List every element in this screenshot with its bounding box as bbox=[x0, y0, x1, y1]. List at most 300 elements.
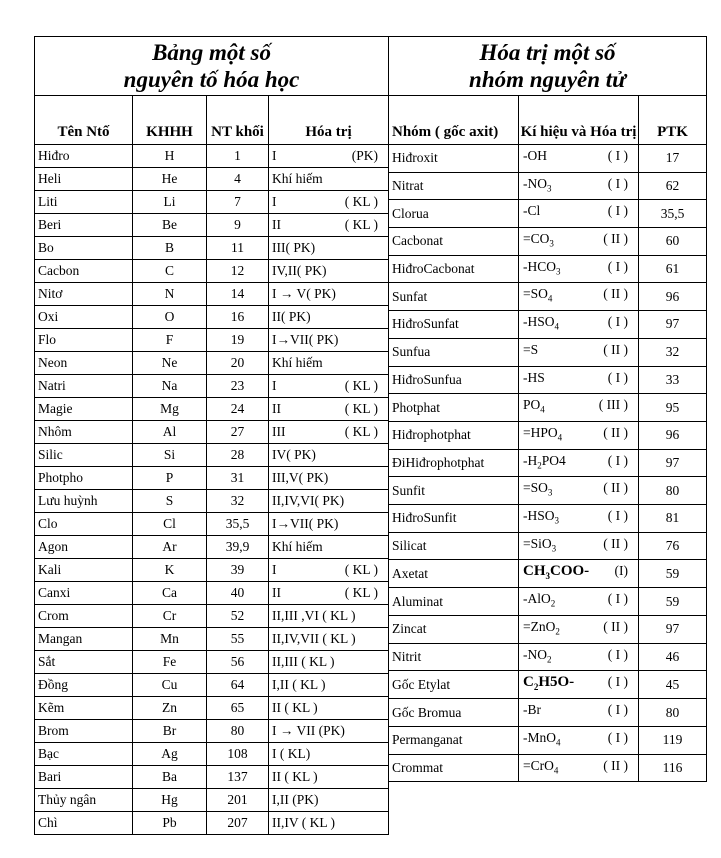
element-name: Đồng bbox=[35, 674, 133, 697]
table-row bbox=[35, 191, 389, 214]
element-valence bbox=[269, 398, 389, 421]
formula-part: -OH bbox=[523, 148, 547, 163]
element-mass: 23 bbox=[207, 375, 269, 398]
group-symbol-valence bbox=[519, 200, 639, 228]
group-valence: ( II ) bbox=[603, 535, 628, 551]
group-ptk: 76 bbox=[639, 532, 707, 560]
element-symbol: Ag bbox=[133, 743, 207, 766]
table-row bbox=[35, 444, 389, 467]
element-symbol: Al bbox=[133, 421, 207, 444]
group-symbol-valence bbox=[519, 560, 639, 588]
group-ptk: 97 bbox=[639, 616, 707, 644]
element-valence bbox=[269, 789, 389, 812]
element-name: Silic bbox=[35, 444, 133, 467]
group-name: Hiđroxit bbox=[389, 145, 519, 173]
element-symbol: Be bbox=[133, 214, 207, 237]
valence-value: IV,II( PK) bbox=[272, 263, 327, 278]
element-name: Lưu huỳnh bbox=[35, 490, 133, 513]
group-name: Zincat bbox=[389, 616, 519, 644]
formula-subscript: 3 bbox=[549, 238, 554, 249]
valence-value: I bbox=[272, 148, 277, 163]
group-name: Nitrat bbox=[389, 172, 519, 200]
element-valence bbox=[269, 812, 389, 835]
element-valence bbox=[269, 651, 389, 674]
valence-value: I bbox=[272, 194, 277, 209]
element-symbol: Cl bbox=[133, 513, 207, 536]
element-valence bbox=[269, 490, 389, 513]
element-valence bbox=[269, 536, 389, 559]
group-name: Clorua bbox=[389, 200, 519, 228]
element-name: Hiđro bbox=[35, 145, 133, 168]
valence-value: II,IV ( KL ) bbox=[272, 815, 335, 830]
group-valence: ( I ) bbox=[607, 674, 628, 690]
table-row bbox=[35, 145, 389, 168]
group-ptk: 45 bbox=[639, 671, 707, 699]
group-ptk: 116 bbox=[639, 754, 707, 782]
groups-table-title bbox=[389, 37, 707, 96]
formula-part: =SO bbox=[523, 480, 548, 496]
formula-subscript: 4 bbox=[557, 432, 563, 443]
table-row bbox=[35, 490, 389, 513]
element-name: Cacbon bbox=[35, 260, 133, 283]
group-symbol-valence bbox=[519, 477, 639, 505]
element-symbol: C bbox=[133, 260, 207, 283]
element-valence bbox=[269, 329, 389, 352]
table-row bbox=[389, 560, 707, 588]
group-symbol-valence bbox=[519, 338, 639, 366]
table-row bbox=[389, 532, 707, 560]
valence-value: II,III ,VI ( KL ) bbox=[272, 608, 356, 623]
formula-part: -HSO bbox=[523, 507, 555, 523]
element-symbol: Na bbox=[133, 375, 207, 398]
group-name: Nitrit bbox=[389, 643, 519, 671]
element-symbol: Ne bbox=[133, 352, 207, 375]
formula-part: C bbox=[523, 674, 534, 691]
group-ptk: 35,5 bbox=[639, 200, 707, 228]
element-symbol: F bbox=[133, 329, 207, 352]
element-valence bbox=[269, 145, 389, 168]
group-name: Sunfit bbox=[389, 477, 519, 505]
group-valence: ( II ) bbox=[603, 231, 628, 247]
formula-part: =HPO bbox=[523, 424, 558, 440]
formula-subscript: 4 bbox=[553, 765, 559, 776]
formula-part: -AlO bbox=[523, 591, 551, 607]
group-ptk: 17 bbox=[639, 145, 707, 173]
table-row bbox=[35, 329, 389, 352]
group-name: HiđroSunfat bbox=[389, 311, 519, 339]
element-mass: 137 bbox=[207, 766, 269, 789]
formula-part: -NO bbox=[523, 175, 547, 191]
element-valence bbox=[269, 191, 389, 214]
group-name: Hiđrophotphat bbox=[389, 421, 519, 449]
group-symbol-valence bbox=[519, 145, 639, 173]
formula-subscript: 4 bbox=[556, 737, 561, 748]
element-mass: 19 bbox=[207, 329, 269, 352]
element-symbol: Mg bbox=[133, 398, 207, 421]
group-formula bbox=[523, 671, 574, 698]
group-valence: ( I ) bbox=[607, 646, 628, 662]
group-formula bbox=[523, 422, 562, 449]
table-row bbox=[35, 168, 389, 191]
group-formula bbox=[523, 283, 552, 310]
element-mass: 20 bbox=[207, 352, 269, 375]
group-formula bbox=[523, 173, 552, 200]
element-symbol: Si bbox=[133, 444, 207, 467]
element-name: Bạc bbox=[35, 743, 133, 766]
group-symbol-valence bbox=[519, 616, 639, 644]
valence-value: IV( PK) bbox=[272, 447, 316, 462]
table-row bbox=[389, 727, 707, 755]
group-ptk: 59 bbox=[639, 588, 707, 616]
groups-table-body bbox=[389, 145, 707, 782]
table-row bbox=[35, 674, 389, 697]
element-symbol: Ar bbox=[133, 536, 207, 559]
group-symbol-valence bbox=[519, 727, 639, 755]
element-mass: 80 bbox=[207, 720, 269, 743]
element-name: Nitơ bbox=[35, 283, 133, 306]
group-valence: ( I ) bbox=[607, 702, 628, 718]
group-name: Permanganat bbox=[389, 727, 519, 755]
group-name: HiđroCacbonat bbox=[389, 255, 519, 283]
table-row bbox=[389, 338, 707, 366]
group-ptk: 95 bbox=[639, 394, 707, 422]
group-ptk: 80 bbox=[639, 699, 707, 727]
element-name: Beri bbox=[35, 214, 133, 237]
element-mass: 24 bbox=[207, 398, 269, 421]
element-valence bbox=[269, 306, 389, 329]
table-row bbox=[35, 697, 389, 720]
element-mass: 4 bbox=[207, 168, 269, 191]
table-row bbox=[35, 720, 389, 743]
group-symbol-valence bbox=[519, 255, 639, 283]
group-formula bbox=[523, 727, 561, 754]
element-symbol: Pb bbox=[133, 812, 207, 835]
element-name: Flo bbox=[35, 329, 133, 352]
formula-part: -Br bbox=[523, 702, 541, 718]
element-mass: 56 bbox=[207, 651, 269, 674]
element-name: Clo bbox=[35, 513, 133, 536]
element-valence bbox=[269, 674, 389, 697]
formula-subscript: 2 bbox=[533, 682, 539, 693]
group-name: Axetat bbox=[389, 560, 519, 588]
table-row bbox=[35, 789, 389, 812]
valence-value: II,IV,VI( PK) bbox=[272, 493, 345, 508]
group-symbol-valence bbox=[519, 504, 639, 532]
group-name: Silicat bbox=[389, 532, 519, 560]
element-symbol: Li bbox=[133, 191, 207, 214]
table-row bbox=[35, 559, 389, 582]
formula-subscript: 3 bbox=[547, 183, 552, 194]
element-name: Natri bbox=[35, 375, 133, 398]
table-row bbox=[35, 237, 389, 260]
group-formula bbox=[523, 339, 538, 366]
valence-value: III bbox=[272, 424, 286, 439]
group-ptk: 59 bbox=[639, 560, 707, 588]
element-valence bbox=[269, 214, 389, 237]
element-symbol: Hg bbox=[133, 789, 207, 812]
formula-subscript: 4 bbox=[547, 294, 553, 305]
valence-value: II bbox=[272, 585, 281, 600]
element-name: Bari bbox=[35, 766, 133, 789]
element-name: Magie bbox=[35, 398, 133, 421]
group-name: ĐiHiđrophotphat bbox=[389, 449, 519, 477]
element-mass: 108 bbox=[207, 743, 269, 766]
group-ptk: 119 bbox=[639, 727, 707, 755]
element-mass: 1 bbox=[207, 145, 269, 168]
table-row bbox=[389, 754, 707, 782]
table-row bbox=[35, 467, 389, 490]
element-symbol: He bbox=[133, 168, 207, 191]
group-valence: ( I ) bbox=[607, 452, 628, 468]
formula-part: H5O- bbox=[538, 674, 575, 691]
element-name: Liti bbox=[35, 191, 133, 214]
valence-value: II( PK) bbox=[272, 309, 311, 324]
valence-type: ( KL ) bbox=[344, 194, 379, 209]
table-row bbox=[389, 616, 707, 644]
element-mass: 39,9 bbox=[207, 536, 269, 559]
group-valence: ( I ) bbox=[607, 258, 628, 274]
table-row bbox=[389, 172, 707, 200]
formula-subscript: 4 bbox=[554, 321, 560, 332]
valence-value: II ( KL ) bbox=[272, 769, 318, 784]
element-valence bbox=[269, 375, 389, 398]
element-symbol: Cr bbox=[133, 605, 207, 628]
table-row bbox=[35, 582, 389, 605]
formula-part: -NO bbox=[523, 646, 547, 662]
element-mass: 7 bbox=[207, 191, 269, 214]
table-row bbox=[389, 477, 707, 505]
header-molecular-mass: PTK bbox=[639, 96, 707, 145]
formula-subscript: 3 bbox=[547, 487, 553, 498]
valence-value: II bbox=[272, 401, 281, 416]
element-symbol: S bbox=[133, 490, 207, 513]
valence-type: (PK) bbox=[351, 148, 379, 163]
table-row bbox=[35, 352, 389, 375]
group-formula bbox=[523, 367, 545, 394]
valence-value: I → V( PK) bbox=[272, 286, 336, 301]
table-row bbox=[35, 628, 389, 651]
element-valence bbox=[269, 582, 389, 605]
groups-table bbox=[388, 36, 707, 782]
element-valence bbox=[269, 697, 389, 720]
group-formula bbox=[523, 477, 552, 504]
valence-value: I,II (PK) bbox=[272, 792, 319, 807]
table-row bbox=[35, 812, 389, 835]
group-formula bbox=[523, 560, 589, 587]
element-name: Chì bbox=[35, 812, 133, 835]
group-formula bbox=[523, 311, 559, 338]
element-name: Kali bbox=[35, 559, 133, 582]
table-row bbox=[389, 504, 707, 532]
group-symbol-valence bbox=[519, 421, 639, 449]
element-symbol: Zn bbox=[133, 697, 207, 720]
valence-value: I ( KL) bbox=[272, 746, 311, 761]
element-valence bbox=[269, 467, 389, 490]
table-row bbox=[389, 643, 707, 671]
element-name: Canxi bbox=[35, 582, 133, 605]
element-valence bbox=[269, 766, 389, 789]
group-valence: ( I ) bbox=[607, 591, 628, 607]
element-valence bbox=[269, 605, 389, 628]
element-symbol: H bbox=[133, 145, 207, 168]
group-ptk: 32 bbox=[639, 338, 707, 366]
element-mass: 14 bbox=[207, 283, 269, 306]
valence-type: ( KL ) bbox=[344, 562, 379, 577]
element-valence bbox=[269, 720, 389, 743]
element-symbol: Br bbox=[133, 720, 207, 743]
table-row bbox=[35, 398, 389, 421]
element-valence bbox=[269, 260, 389, 283]
group-name: HiđroSunfua bbox=[389, 366, 519, 394]
element-mass: 32 bbox=[207, 490, 269, 513]
group-symbol-valence bbox=[519, 588, 639, 616]
formula-subscript: 2 bbox=[547, 654, 552, 665]
element-mass: 40 bbox=[207, 582, 269, 605]
group-name: Sunfua bbox=[389, 338, 519, 366]
elements-table bbox=[34, 36, 389, 835]
formula-subscript: 3 bbox=[554, 515, 560, 526]
title-line-2: nhóm nguyên tử bbox=[469, 67, 626, 92]
group-symbol-valence bbox=[519, 643, 639, 671]
element-mass: 55 bbox=[207, 628, 269, 651]
valence-type: ( KL ) bbox=[344, 378, 379, 393]
formula-part: -Cl bbox=[523, 203, 541, 219]
group-name: Gốc Bromua bbox=[389, 699, 519, 727]
element-symbol: P bbox=[133, 467, 207, 490]
table-row bbox=[389, 311, 707, 339]
element-mass: 16 bbox=[207, 306, 269, 329]
table-row bbox=[35, 605, 389, 628]
valence-value: I → VII (PK) bbox=[272, 723, 345, 738]
valence-value: I bbox=[272, 378, 277, 393]
table-row bbox=[35, 214, 389, 237]
group-ptk: 46 bbox=[639, 643, 707, 671]
table-row bbox=[35, 766, 389, 789]
element-name: Neon bbox=[35, 352, 133, 375]
group-symbol-valence bbox=[519, 699, 639, 727]
group-valence: ( I ) bbox=[607, 148, 628, 163]
group-valence: ( III ) bbox=[598, 397, 628, 413]
group-formula bbox=[523, 450, 566, 477]
table-row bbox=[35, 306, 389, 329]
table-row bbox=[35, 743, 389, 766]
element-valence bbox=[269, 352, 389, 375]
valence-value: Khí hiếm bbox=[272, 355, 323, 370]
table-row bbox=[389, 145, 707, 173]
valence-type: ( KL ) bbox=[344, 401, 379, 416]
elements-table-body bbox=[35, 145, 389, 835]
header-symbol-valence: Kí hiệu và Hóa trị bbox=[519, 96, 639, 145]
formula-part: =SiO bbox=[523, 535, 552, 551]
group-symbol-valence bbox=[519, 366, 639, 394]
group-name: Photphat bbox=[389, 394, 519, 422]
valence-value: II,IV,VII ( KL ) bbox=[272, 631, 356, 646]
element-name: Sắt bbox=[35, 651, 133, 674]
formula-subscript: 3 bbox=[545, 571, 550, 582]
group-formula bbox=[523, 616, 560, 643]
header-symbol: KHHH bbox=[133, 96, 207, 145]
element-mass: 11 bbox=[207, 237, 269, 260]
formula-part: =ZnO bbox=[523, 619, 556, 634]
group-formula bbox=[523, 755, 558, 782]
formula-part: =SO bbox=[523, 286, 548, 302]
elements-table-title bbox=[35, 37, 389, 96]
formula-subscript: 3 bbox=[551, 543, 557, 554]
table-row bbox=[35, 260, 389, 283]
group-valence: (I) bbox=[614, 563, 628, 579]
element-mass: 201 bbox=[207, 789, 269, 812]
valence-value: I,II ( KL ) bbox=[272, 677, 326, 692]
group-formula bbox=[523, 699, 541, 726]
group-symbol-valence bbox=[519, 172, 639, 200]
group-formula bbox=[523, 588, 555, 615]
group-formula bbox=[523, 505, 559, 532]
table-row bbox=[35, 513, 389, 536]
table-row bbox=[389, 699, 707, 727]
formula-part: -MnO bbox=[523, 730, 556, 746]
group-ptk: 33 bbox=[639, 366, 707, 394]
group-ptk: 60 bbox=[639, 228, 707, 256]
group-formula bbox=[523, 644, 552, 671]
group-formula bbox=[523, 228, 554, 255]
element-name: Photpho bbox=[35, 467, 133, 490]
valence-value: I→VII( PK) bbox=[272, 332, 339, 347]
formula-part: PO bbox=[523, 397, 541, 413]
group-symbol-valence bbox=[519, 449, 639, 477]
formula-part: PO4 bbox=[541, 452, 566, 468]
table-row bbox=[35, 421, 389, 444]
group-ptk: 97 bbox=[639, 311, 707, 339]
element-valence bbox=[269, 444, 389, 467]
group-ptk: 96 bbox=[639, 421, 707, 449]
group-ptk: 96 bbox=[639, 283, 707, 311]
valence-value: III,V( PK) bbox=[272, 470, 329, 485]
element-name: Thủy ngân bbox=[35, 789, 133, 812]
element-mass: 12 bbox=[207, 260, 269, 283]
group-symbol-valence bbox=[519, 283, 639, 311]
element-symbol: B bbox=[133, 237, 207, 260]
table-row bbox=[389, 588, 707, 616]
element-valence bbox=[269, 743, 389, 766]
element-valence bbox=[269, 283, 389, 306]
table-row bbox=[35, 375, 389, 398]
element-valence bbox=[269, 168, 389, 191]
table-row bbox=[389, 283, 707, 311]
table-row bbox=[35, 283, 389, 306]
group-valence: ( I ) bbox=[607, 369, 628, 385]
element-mass: 35,5 bbox=[207, 513, 269, 536]
element-symbol: O bbox=[133, 306, 207, 329]
group-valence: ( I ) bbox=[607, 203, 628, 219]
valence-value: I bbox=[272, 562, 277, 577]
element-mass: 207 bbox=[207, 812, 269, 835]
element-name: Kẽm bbox=[35, 697, 133, 720]
element-mass: 65 bbox=[207, 697, 269, 720]
valence-value: Khí hiếm bbox=[272, 539, 323, 554]
element-symbol: Fe bbox=[133, 651, 207, 674]
element-name: Oxi bbox=[35, 306, 133, 329]
element-valence bbox=[269, 513, 389, 536]
group-formula bbox=[523, 256, 561, 283]
valence-type: ( KL ) bbox=[344, 217, 379, 232]
group-symbol-valence bbox=[519, 532, 639, 560]
group-formula bbox=[523, 200, 540, 227]
table-row bbox=[389, 255, 707, 283]
group-name: HiđroSunfit bbox=[389, 504, 519, 532]
element-mass: 27 bbox=[207, 421, 269, 444]
formula-subscript: 3 bbox=[556, 266, 561, 277]
table-row bbox=[389, 366, 707, 394]
